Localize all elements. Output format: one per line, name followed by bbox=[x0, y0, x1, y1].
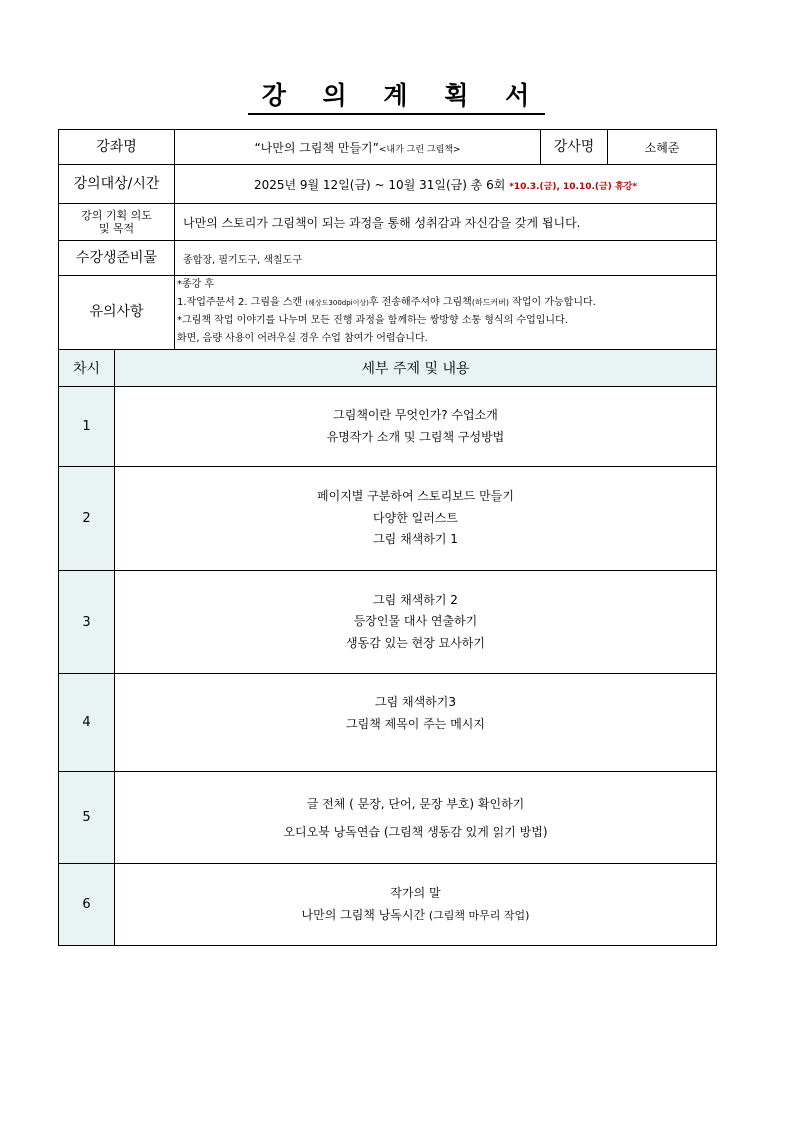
session-content bbox=[115, 864, 717, 946]
session-number: 4 bbox=[59, 674, 115, 772]
supplies-row bbox=[59, 241, 717, 276]
purpose-label bbox=[59, 204, 175, 241]
session-column-header: 차시 bbox=[59, 350, 115, 387]
session-line: 작가의 말 bbox=[390, 886, 441, 900]
session-line-text: 나만의 그림책 낭독시간 bbox=[301, 907, 429, 922]
course-info-table bbox=[58, 129, 717, 350]
purpose-label-line2: 및 목적 bbox=[98, 222, 135, 235]
session-line: 그림책이란 무엇인가? 수업소개 bbox=[333, 408, 498, 422]
schedule-header-row bbox=[59, 350, 717, 387]
notes-line-2-a: 1.작업주문서 2. 그림을 스캔 bbox=[177, 296, 306, 308]
table-row bbox=[59, 467, 717, 571]
session-number: 2 bbox=[59, 467, 115, 571]
course-label: 강좌명 bbox=[59, 130, 175, 165]
session-number: 1 bbox=[59, 387, 115, 467]
supplies-label: 수강생준비물 bbox=[59, 241, 175, 276]
schedule-value: 2025년 9월 12일(금) ~ 10월 31일(금) 총 6회 bbox=[253, 177, 506, 192]
session-number: 5 bbox=[59, 772, 115, 864]
notes-line-2-e: 작업이 가능합니다. bbox=[509, 296, 596, 308]
session-line: 생동감 있는 현장 묘사하기 bbox=[346, 635, 485, 650]
table-row bbox=[59, 674, 717, 772]
session-line: 등장인물 대사 연출하기 bbox=[353, 614, 478, 629]
purpose-row bbox=[59, 204, 717, 241]
notes-resolution: (해상도300dpi이상) bbox=[305, 298, 369, 307]
session-line: 그림 채색하기 1 bbox=[373, 532, 458, 547]
session-line: 페이지별 구분하여 스토리보드 만들기 bbox=[317, 489, 514, 504]
course-subtitle: <내가 그린 그림책> bbox=[378, 144, 461, 155]
schedule-value-cell bbox=[175, 165, 717, 204]
session-content bbox=[115, 387, 717, 467]
session-line: 그림책 제목이 주는 메시지 bbox=[346, 716, 485, 731]
content-column-header: 세부 주제 및 내용 bbox=[115, 350, 717, 387]
purpose-label-line1: 강의 기획 의도 bbox=[81, 209, 152, 222]
session-line bbox=[115, 905, 716, 927]
session-number: 3 bbox=[59, 571, 115, 674]
session-line: 그림 채색하기3 bbox=[374, 695, 456, 709]
session-number: 6 bbox=[59, 864, 115, 946]
table-row bbox=[59, 387, 717, 467]
schedule-label: 강의대상/시간 bbox=[59, 165, 175, 204]
course-row bbox=[59, 130, 717, 165]
session-content bbox=[115, 571, 717, 674]
session-line: 그림 채색하기 2 bbox=[373, 592, 458, 607]
supplies-value: 종합장, 필기도구, 색칠도구 bbox=[175, 241, 717, 276]
session-line: 오디오북 낭독연습 (그림책 생동감 있게 읽기 방법) bbox=[283, 824, 548, 839]
notes-label: 유의사항 bbox=[59, 276, 175, 350]
document-title: 강 의 계 획 서 bbox=[248, 80, 546, 115]
session-line: 유명작가 소개 및 그림책 구성방법 bbox=[326, 429, 505, 444]
notes-cell bbox=[175, 276, 717, 350]
notes-line-2-c: 후 전송해주셔야 그림책 bbox=[368, 296, 472, 308]
table-row bbox=[59, 571, 717, 674]
title-container bbox=[0, 80, 793, 115]
notes-line-1: *종강 후 bbox=[177, 279, 215, 290]
schedule-row bbox=[59, 165, 717, 204]
notes-line-3: *그림책 작업 이야기를 나누며 모든 진행 과정을 함께하는 쌍방향 소통 형식의 수업입니다. bbox=[177, 315, 568, 326]
instructor-label: 강사명 bbox=[541, 130, 608, 165]
schedule-table bbox=[58, 349, 717, 946]
session-content bbox=[115, 674, 717, 772]
session-line: 글 전체 ( 문장, 단어, 문장 부호) 확인하기 bbox=[306, 796, 525, 811]
notes-line-2 bbox=[177, 294, 716, 313]
table-row bbox=[59, 864, 717, 946]
session-content bbox=[115, 467, 717, 571]
course-title-cell bbox=[175, 130, 541, 165]
session-line: 다양한 일러스트 bbox=[373, 510, 458, 525]
instructor-name: 소혜준 bbox=[608, 130, 717, 165]
session-content bbox=[115, 772, 717, 864]
notes-row bbox=[59, 276, 717, 350]
table-row bbox=[59, 772, 717, 864]
notes-hardcover: (하드커버) bbox=[471, 297, 509, 307]
session-line-suffix: (그림책 마무리 작업) bbox=[428, 908, 530, 922]
course-title: “나만의 그림책 만들기” bbox=[254, 140, 379, 155]
notes-line-4: 화면, 음량 사용이 어려우실 경우 수업 참여가 어렵습니다. bbox=[177, 332, 428, 344]
purpose-value: 나만의 스토리가 그림책이 되는 과정을 통해 성취감과 자신감을 갖게 됩니다. bbox=[175, 204, 717, 241]
holiday-note: *10.3.(금), 10.10.(금) 휴강* bbox=[509, 181, 638, 192]
